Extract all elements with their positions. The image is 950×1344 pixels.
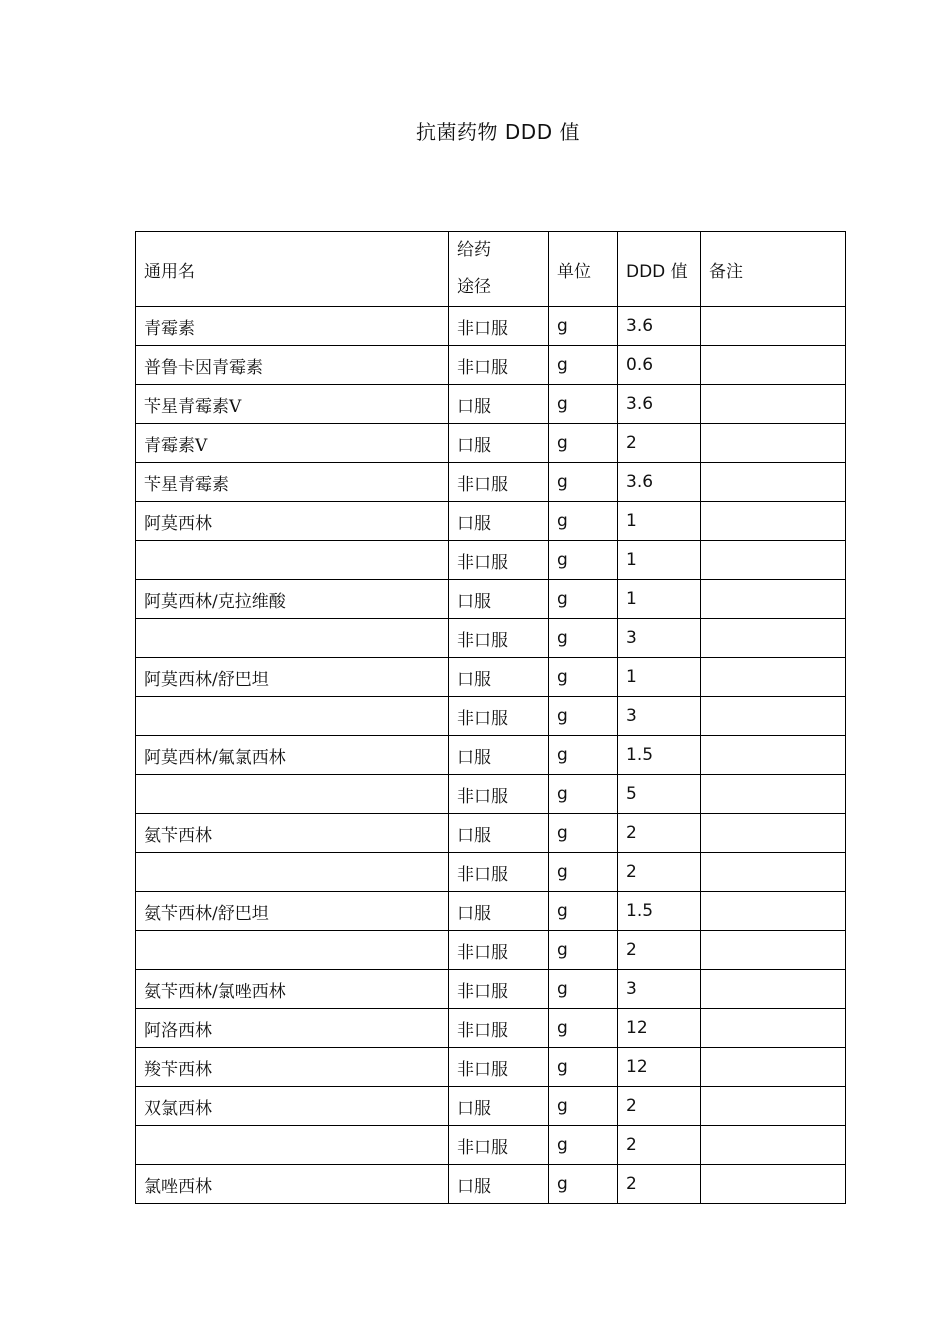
table-row — [136, 892, 846, 931]
cell-ddd-value: 3.6 — [618, 307, 701, 346]
cell-note — [701, 658, 846, 697]
cell-ddd-value: 1.5 — [618, 736, 701, 775]
cell-generic-name: 阿莫西林 — [136, 502, 449, 541]
cell-note — [701, 424, 846, 463]
cell-ddd-value: 2 — [618, 1165, 701, 1204]
cell-route: 口服 — [449, 1165, 549, 1204]
cell-ddd-value: 3 — [618, 619, 701, 658]
cell-note — [701, 697, 846, 736]
table-row — [136, 1165, 846, 1204]
cell-unit: g — [549, 385, 618, 424]
table-row — [136, 463, 846, 502]
cell-route: 非口服 — [449, 970, 549, 1009]
cell-ddd-value: 1 — [618, 502, 701, 541]
table-row — [136, 502, 846, 541]
table-row — [136, 307, 846, 346]
table-row — [136, 619, 846, 658]
cell-note — [701, 541, 846, 580]
table-row — [136, 580, 846, 619]
cell-note — [701, 1009, 846, 1048]
table-body — [136, 307, 846, 1204]
cell-generic-name — [136, 931, 449, 970]
cell-generic-name: 双氯西林 — [136, 1087, 449, 1126]
cell-generic-name — [136, 1126, 449, 1165]
cell-note — [701, 502, 846, 541]
table-row — [136, 1126, 846, 1165]
cell-unit: g — [549, 619, 618, 658]
cell-note — [701, 307, 846, 346]
cell-unit: g — [549, 892, 618, 931]
cell-generic-name — [136, 541, 449, 580]
table-row — [136, 658, 846, 697]
cell-ddd-value: 2 — [618, 1087, 701, 1126]
cell-route: 口服 — [449, 1087, 549, 1126]
cell-note — [701, 385, 846, 424]
cell-generic-name: 氯唑西林 — [136, 1165, 449, 1204]
cell-ddd-value: 12 — [618, 1009, 701, 1048]
cell-generic-name — [136, 775, 449, 814]
cell-note — [701, 346, 846, 385]
cell-unit: g — [549, 814, 618, 853]
cell-ddd-value: 1 — [618, 541, 701, 580]
cell-unit: g — [549, 697, 618, 736]
cell-generic-name — [136, 853, 449, 892]
cell-route: 非口服 — [449, 853, 549, 892]
cell-unit: g — [549, 463, 618, 502]
cell-unit: g — [549, 541, 618, 580]
table-header-row — [136, 232, 846, 307]
cell-note — [701, 1087, 846, 1126]
table-row — [136, 385, 846, 424]
cell-route: 非口服 — [449, 1009, 549, 1048]
cell-unit: g — [549, 970, 618, 1009]
table-row — [136, 736, 846, 775]
cell-note — [701, 853, 846, 892]
cell-generic-name: 阿莫西林/克拉维酸 — [136, 580, 449, 619]
cell-note — [701, 736, 846, 775]
table-row — [136, 346, 846, 385]
cell-unit: g — [549, 307, 618, 346]
cell-unit: g — [549, 853, 618, 892]
cell-generic-name: 苄星青霉素Ⅴ — [136, 385, 449, 424]
cell-ddd-value: 2 — [618, 931, 701, 970]
cell-note — [701, 580, 846, 619]
cell-note — [701, 619, 846, 658]
cell-route: 口服 — [449, 502, 549, 541]
cell-route: 非口服 — [449, 931, 549, 970]
cell-ddd-value: 3 — [618, 697, 701, 736]
cell-route: 非口服 — [449, 619, 549, 658]
cell-ddd-value: 1 — [618, 580, 701, 619]
table-row — [136, 775, 846, 814]
cell-unit: g — [549, 1087, 618, 1126]
cell-ddd-value: 1.5 — [618, 892, 701, 931]
cell-generic-name: 普鲁卡因青霉素 — [136, 346, 449, 385]
header-generic-name: 通用名 — [136, 232, 449, 307]
cell-unit: g — [549, 346, 618, 385]
cell-route: 非口服 — [449, 463, 549, 502]
cell-generic-name: 氨苄西林/氯唑西林 — [136, 970, 449, 1009]
cell-ddd-value: 3.6 — [618, 385, 701, 424]
cell-note — [701, 814, 846, 853]
cell-route: 口服 — [449, 580, 549, 619]
cell-generic-name — [136, 697, 449, 736]
cell-unit: g — [549, 1126, 618, 1165]
header-route — [449, 232, 549, 307]
header-route-line1: 给药 — [457, 240, 491, 260]
cell-unit: g — [549, 1048, 618, 1087]
cell-ddd-value: 12 — [618, 1048, 701, 1087]
cell-note — [701, 970, 846, 1009]
table-row — [136, 931, 846, 970]
cell-unit: g — [549, 580, 618, 619]
table-row — [136, 853, 846, 892]
cell-generic-name — [136, 619, 449, 658]
cell-route: 非口服 — [449, 346, 549, 385]
cell-unit: g — [549, 931, 618, 970]
cell-note — [701, 463, 846, 502]
cell-route: 非口服 — [449, 697, 549, 736]
header-unit: 单位 — [549, 232, 618, 307]
cell-unit: g — [549, 502, 618, 541]
cell-generic-name: 氨苄西林/舒巴坦 — [136, 892, 449, 931]
cell-unit: g — [549, 775, 618, 814]
header-note: 备注 — [701, 232, 846, 307]
table-row — [136, 814, 846, 853]
cell-route: 非口服 — [449, 1048, 549, 1087]
cell-generic-name: 阿莫西林/舒巴坦 — [136, 658, 449, 697]
cell-ddd-value: 5 — [618, 775, 701, 814]
table-row — [136, 1087, 846, 1126]
cell-note — [701, 1165, 846, 1204]
cell-route: 口服 — [449, 814, 549, 853]
cell-note — [701, 1126, 846, 1165]
header-ddd: DDD 值 — [618, 232, 701, 307]
cell-ddd-value: 2 — [618, 814, 701, 853]
cell-unit: g — [549, 736, 618, 775]
cell-note — [701, 892, 846, 931]
cell-note — [701, 931, 846, 970]
cell-route: 非口服 — [449, 775, 549, 814]
cell-ddd-value: 3 — [618, 970, 701, 1009]
cell-route: 口服 — [449, 736, 549, 775]
cell-ddd-value: 2 — [618, 1126, 701, 1165]
cell-route: 口服 — [449, 658, 549, 697]
cell-note — [701, 1048, 846, 1087]
cell-ddd-value: 3.6 — [618, 463, 701, 502]
table-row — [136, 541, 846, 580]
cell-route: 口服 — [449, 424, 549, 463]
cell-generic-name: 阿洛西林 — [136, 1009, 449, 1048]
header-route-line2: 途径 — [457, 277, 491, 297]
cell-route: 非口服 — [449, 541, 549, 580]
cell-generic-name: 苄星青霉素 — [136, 463, 449, 502]
cell-note — [701, 775, 846, 814]
cell-generic-name: 青霉素Ⅴ — [136, 424, 449, 463]
cell-ddd-value: 2 — [618, 853, 701, 892]
cell-generic-name: 氨苄西林 — [136, 814, 449, 853]
cell-route: 非口服 — [449, 307, 549, 346]
cell-unit: g — [549, 424, 618, 463]
cell-unit: g — [549, 1009, 618, 1048]
cell-generic-name: 羧苄西林 — [136, 1048, 449, 1087]
page-title: 抗菌药物 DDD 值 — [416, 120, 580, 144]
cell-generic-name: 阿莫西林/氟氯西林 — [136, 736, 449, 775]
cell-route: 非口服 — [449, 1126, 549, 1165]
cell-ddd-value: 2 — [618, 424, 701, 463]
table-row — [136, 424, 846, 463]
table-row — [136, 1009, 846, 1048]
cell-unit: g — [549, 658, 618, 697]
cell-generic-name: 青霉素 — [136, 307, 449, 346]
ddd-table — [135, 231, 846, 1204]
table-row — [136, 697, 846, 736]
table-row — [136, 1048, 846, 1087]
cell-ddd-value: 1 — [618, 658, 701, 697]
cell-route: 口服 — [449, 892, 549, 931]
cell-ddd-value: 0.6 — [618, 346, 701, 385]
table-row — [136, 970, 846, 1009]
cell-route: 口服 — [449, 385, 549, 424]
cell-unit: g — [549, 1165, 618, 1204]
